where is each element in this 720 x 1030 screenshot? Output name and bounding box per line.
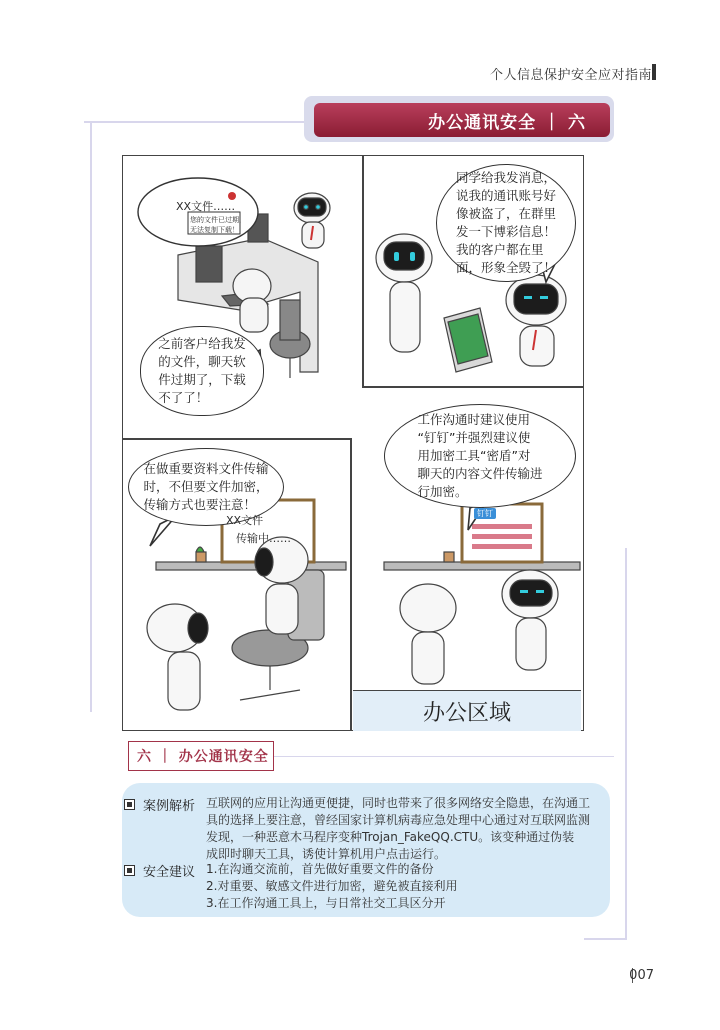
bubble-line: 之前客户给我发 <box>158 336 246 351</box>
robot-panel4-left <box>400 584 456 684</box>
file-bubble-note-2: 无法复制下载！ <box>190 226 239 234</box>
bullet-icon <box>124 799 135 810</box>
bubble-line: 面，形象全毁了！ <box>455 260 556 275</box>
bubble-line: 的文件，聊天软 <box>158 354 246 369</box>
screen-app-tag: 钉钉 <box>474 508 496 519</box>
bubble-line: 工作沟通时建议使用 <box>417 412 530 427</box>
file-bubble-title: XX文件…… <box>176 200 236 213</box>
bubble-line: 在做重要资料文件传输 <box>143 461 269 476</box>
speech-bubble-panel4 <box>384 404 576 508</box>
case-line: 发现，一种恶意木马程序变种Trojan_FakeQQ.CTU。该变种通过伪装 <box>206 830 575 844</box>
bubble-line: 行加密。 <box>417 484 468 499</box>
bubble-line: 同学给我发消息， <box>455 170 556 185</box>
page-number: 007 <box>629 968 654 983</box>
case-line: 具的选择上要注意，曾经国家计算机病毒应急处理中心通过对互联网监测 <box>206 813 591 827</box>
bubble-line: 像被盗了，在群里 <box>455 206 556 221</box>
screen-file-label: XX文件 <box>226 514 264 527</box>
speech-bubble-panel2 <box>436 164 576 282</box>
robot-panel3-left <box>147 604 208 710</box>
bubble-line: 传输方式也要注意！ <box>143 497 256 512</box>
robot-panel2-right <box>506 275 566 366</box>
running-head: 个人信息保护安全应对指南 <box>489 68 652 83</box>
screen-status-label: 传输中…… <box>236 532 291 545</box>
bubble-line: “钉钉”并强烈建议使 <box>417 430 531 445</box>
robot-panel4-right <box>502 570 558 670</box>
bubble-line: 不了了！ <box>158 390 209 405</box>
advice-label: 安全建议 <box>143 865 196 880</box>
bubble-line: 说我的通讯账号好 <box>455 188 556 203</box>
robot-panel2-left <box>376 234 432 352</box>
advice-item: 2.对重要、敏感文件进行加密，避免被直接利用 <box>206 879 458 893</box>
phone-illustration <box>444 308 492 372</box>
section-heading: 六 ｜ 办公通讯安全 <box>128 741 274 771</box>
advice-item: 3.在工作沟通工具上，与日常社交工具区分开 <box>206 896 446 910</box>
bubble-line: 发一下博彩信息！ <box>455 224 556 239</box>
advice-item: 1.在沟通交流前，首先做好重要文件的备份 <box>206 862 434 876</box>
bubble-line: 我的客户都在里 <box>455 242 544 257</box>
area-label: 办公区域 <box>353 690 581 731</box>
case-line: 互联网的应用让沟通更便捷，同时也带来了很多网络安全隐患，在沟通工 <box>206 796 591 810</box>
section-heading-rule <box>274 756 614 757</box>
case-text <box>206 795 606 863</box>
case-line: 成即时聊天工具，诱使计算机用户点击运行。 <box>206 847 447 861</box>
bubble-line: 件过期了，下载 <box>158 372 246 387</box>
bubble-line: 时，不但要文件加密， <box>143 479 269 494</box>
case-label: 案例解析 <box>143 799 196 814</box>
bullet-icon <box>124 865 135 876</box>
bubble-line: 用加密工具“密盾”对 <box>417 448 531 463</box>
advice-list <box>206 861 606 912</box>
speech-bubble-panel1 <box>140 326 264 416</box>
section-banner: 办公通讯安全 ｜ 六 <box>314 103 610 137</box>
robot-panel1-standing <box>294 193 330 248</box>
bubble-line: 聊天的内容文件传输进 <box>417 466 543 481</box>
file-bubble-note-1: 您的文件已过期， <box>190 216 246 224</box>
